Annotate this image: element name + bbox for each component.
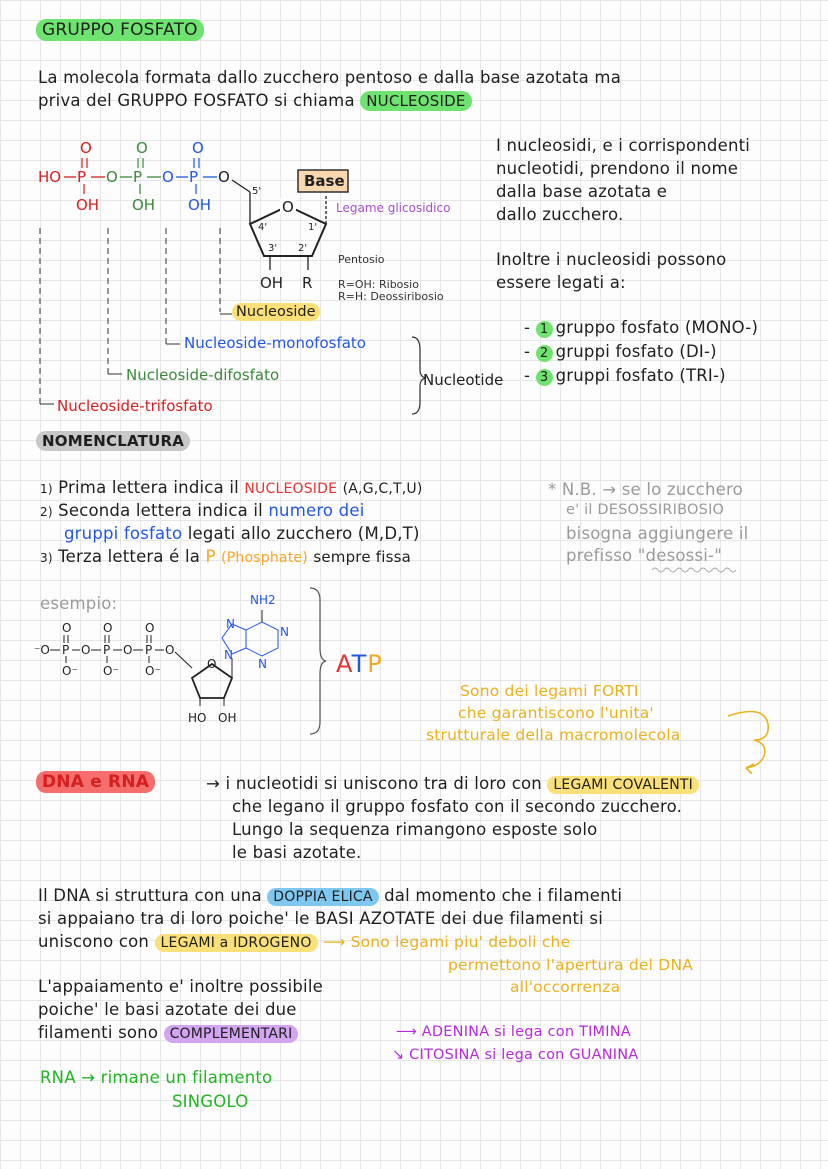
right-note-4: dallo zucchero. <box>496 205 624 224</box>
atp-ot1: O <box>62 621 72 635</box>
atp-p: P <box>367 650 383 678</box>
atp-c5 <box>175 652 192 668</box>
dna-line-2: che legano il gruppo fosfato con il secondo zucchero. <box>232 797 683 816</box>
atp-title <box>336 650 383 678</box>
atp-ot2: O <box>103 621 113 635</box>
atp-obt2: O⁻ <box>103 664 119 678</box>
atp-oh: OH <box>218 711 237 725</box>
compl-line-1: L'appaiamento e' inoltre possibile <box>38 977 323 996</box>
pentosio-label: Pentosio <box>338 253 385 266</box>
sugar-r: R <box>302 274 313 292</box>
atp-p2: P <box>103 643 111 657</box>
pos5: 5' <box>252 186 262 197</box>
nomen-row-1-num: 1) <box>40 482 53 496</box>
nucleoside-highlight: NUCLEOSIDE <box>360 91 471 111</box>
list-item-mono-text: gruppo fosfato (MONO-) <box>555 318 759 337</box>
intro-line-2-text: priva del GRUPPO FOSFATO si chiama <box>38 91 355 110</box>
atp-o-minus: ⁻O <box>34 643 50 657</box>
mono-label: Nucleoside-monofosfato <box>184 334 366 352</box>
o-label-2: O <box>162 168 174 186</box>
atp-p1: P <box>62 643 70 657</box>
atp-t: T <box>351 650 368 678</box>
atp-n2: N <box>226 617 235 631</box>
dna-line-1 <box>206 774 699 793</box>
p-label-2: P <box>133 168 143 186</box>
nomenclatura-heading <box>36 432 190 450</box>
r-oh-label: R=OH: Ribosio <box>338 278 419 291</box>
nomen-row-2b <box>64 524 420 543</box>
ring-o: O <box>282 198 294 216</box>
dna-line-4: le basi azotate. <box>232 843 362 862</box>
dna-para-3-a: uniscono con <box>38 932 150 951</box>
nomen-row-2-c: gruppi fosfato <box>64 524 183 543</box>
forti-line-2: che garantiscono l'unita' <box>458 704 654 722</box>
atp-n4: N <box>258 657 267 671</box>
pos3: 3' <box>268 243 278 254</box>
compl-line-3-a: filamenti sono <box>38 1023 159 1042</box>
nomen-row-2 <box>40 501 365 520</box>
dna-line-3: Lungo la sequenza rimangono esposte solo <box>232 820 598 839</box>
nomen-row-2-a: Seconda lettera indica il <box>58 501 263 520</box>
p-label-3: P <box>189 168 199 186</box>
intro-line-1: La molecola formata dallo zucchero pentoso e dalla base azotata ma <box>38 68 622 87</box>
right-note-3: dalla base azotata e <box>496 182 668 201</box>
r-h-label: R=H: Deossiribosio <box>338 290 444 303</box>
atp-obt3: O⁻ <box>145 664 161 678</box>
esempio-label: esempio: <box>40 594 118 613</box>
doppia-elica: DOPPIA ELICA <box>267 888 378 906</box>
nb-line-3: bisogna aggiungere il <box>566 524 749 543</box>
atp-n1: N <box>224 648 233 662</box>
pos2: 2' <box>298 243 308 254</box>
nomen-row-2-b: numero dei <box>268 501 365 520</box>
di-label: Nucleoside-difosfato <box>126 366 280 384</box>
pos1: 1' <box>308 222 318 233</box>
list-item-di: - 2 gruppi fosfato (DI-) <box>524 342 717 361</box>
dna-para-3-c: ⟶ Sono legami piu' deboli che <box>323 933 571 951</box>
dna-line-1-text: i nucleotidi si uniscono tra di loro con <box>225 774 542 793</box>
nb-line-2: e' il DESOSSIRIBOSIO <box>566 502 725 518</box>
forti-line-1: Sono dei legami FORTI <box>460 682 639 700</box>
nomen-row-1 <box>40 478 423 497</box>
nomen-row-2-d: legati allo zucchero (M,D,T) <box>187 524 420 543</box>
tri-label: Nucleoside-trifosfato <box>57 397 213 415</box>
atp-structure <box>32 588 322 728</box>
num-1-badge: 1 <box>536 321 553 338</box>
atp-p3: P <box>145 643 153 657</box>
nomen-row-1-a: Prima lettera indica il <box>58 478 239 497</box>
dna-para-1-a: Il DNA si struttura con una <box>38 886 262 905</box>
adenina-timina: ⟶ ADENINA si lega con TIMINA <box>396 1024 631 1040</box>
list-item-di-text: gruppi fosfato (DI-) <box>555 342 717 361</box>
right-note-1: I nucleosidi, e i corrispondenti <box>496 136 751 155</box>
nucleoside-label-text: Nucleoside <box>232 303 320 321</box>
pos4: 4' <box>258 222 268 233</box>
atp-brace <box>308 586 328 736</box>
nucleoside-label <box>232 304 320 320</box>
legami-covalenti: LEGAMI COVALENTI <box>547 776 699 794</box>
list-item-mono: - 1 gruppo fosfato (MONO-) <box>524 318 759 337</box>
compl-line-2: poiche' le basi azotate dei due <box>38 1000 297 1019</box>
dna-para-3 <box>38 932 570 951</box>
nomen-row-3-num: 3) <box>40 551 53 565</box>
dna-para-5: all'occorrenza <box>510 978 621 996</box>
atp-ho: HO <box>188 711 207 725</box>
legami-idrogeno: LEGAMI a IDROGENO <box>155 934 318 952</box>
sugar-oh: OH <box>260 274 284 292</box>
complementari: COMPLEMENTARI <box>164 1025 299 1043</box>
nomen-row-3-c: (Phosphate) <box>221 550 308 566</box>
intro-line-2 <box>38 91 472 110</box>
page-title <box>36 20 204 40</box>
o-label-3: O <box>218 168 230 186</box>
rna-line-1: RNA → rimane un filamento <box>40 1068 273 1087</box>
nb-squiggle <box>652 566 742 574</box>
nb-line-1: * N.B. → se lo zucchero <box>548 480 743 499</box>
right-note-2: nucleotidi, prendono il nome <box>496 159 739 178</box>
list-item-tri: - 3 gruppi fosfato (TRI-) <box>524 366 726 385</box>
atp-o2: O <box>123 643 133 657</box>
nomen-row-3-d: sempre fissa <box>313 548 412 566</box>
dna-arrow: → <box>206 774 221 793</box>
atp-o3: O <box>165 643 175 657</box>
nomenclatura-text: NOMENCLATURA <box>36 431 190 451</box>
nomen-row-3-a: Terza lettera é la <box>58 547 201 566</box>
o-label-1: O <box>106 168 118 186</box>
atp-n3: N <box>280 625 289 639</box>
atp-obt1: O⁻ <box>62 664 78 678</box>
nomen-row-3-b: P <box>205 547 216 566</box>
o-top-1: O <box>80 139 92 157</box>
nb-line-4: prefisso "desossi-" <box>566 546 722 565</box>
num-3-badge: 3 <box>536 369 553 386</box>
dna-rna-heading <box>36 772 155 792</box>
ho-label: HO <box>38 168 62 186</box>
nucleotide-label: Nucleotide <box>423 371 504 389</box>
atp-ring-o: O <box>207 657 217 671</box>
citosina-guanina: ↘ CITOSINA si lega con GUANINA <box>392 1047 639 1063</box>
oh-2: OH <box>132 196 156 214</box>
o-c5-bond <box>232 180 250 192</box>
dna-para-4: permettono l'apertura del DNA <box>448 956 694 974</box>
atp-a: A <box>336 650 352 678</box>
dna-para-1 <box>38 886 622 905</box>
right-note-6: essere legati a: <box>496 273 626 292</box>
nomen-row-1-c: (A,G,C,T,U) <box>342 481 423 497</box>
forti-line-3: strutturale della macromolecola <box>426 726 681 744</box>
num-2-badge: 2 <box>536 345 553 362</box>
atp-nh2: NH2 <box>250 593 276 607</box>
dna-para-2: si appaiano tra di loro poiche' le BASI AZOTATE dei due filamenti si <box>38 909 603 928</box>
o-top-3: O <box>192 139 204 157</box>
p-label-1: P <box>77 168 87 186</box>
dna-rna-text: DNA e RNA <box>36 771 155 793</box>
nomen-row-3 <box>40 547 411 566</box>
compl-line-3 <box>38 1023 298 1042</box>
atp-o1: O <box>81 643 91 657</box>
title-text: GRUPPO FOSFATO <box>36 19 204 41</box>
rna-line-2: SINGOLO <box>172 1092 249 1111</box>
dna-para-1-c: dal momento che i filamenti <box>384 886 623 905</box>
base-label: Base <box>304 172 345 190</box>
oh-3: OH <box>188 196 212 214</box>
list-item-tri-text: gruppi fosfato (TRI-) <box>555 366 726 385</box>
forti-curl-arrow <box>724 704 784 774</box>
o-top-2: O <box>136 139 148 157</box>
nomen-row-1-b: NUCLEOSIDE <box>244 481 338 497</box>
atp-ot3: O <box>145 621 155 635</box>
oh-1: OH <box>76 196 100 214</box>
right-note-5: Inoltre i nucleosidi possono <box>496 250 727 269</box>
atp-pyrimidine <box>246 622 278 656</box>
legame-label: Legame glicosidico <box>336 201 451 215</box>
nomen-row-2-num: 2) <box>40 505 53 519</box>
